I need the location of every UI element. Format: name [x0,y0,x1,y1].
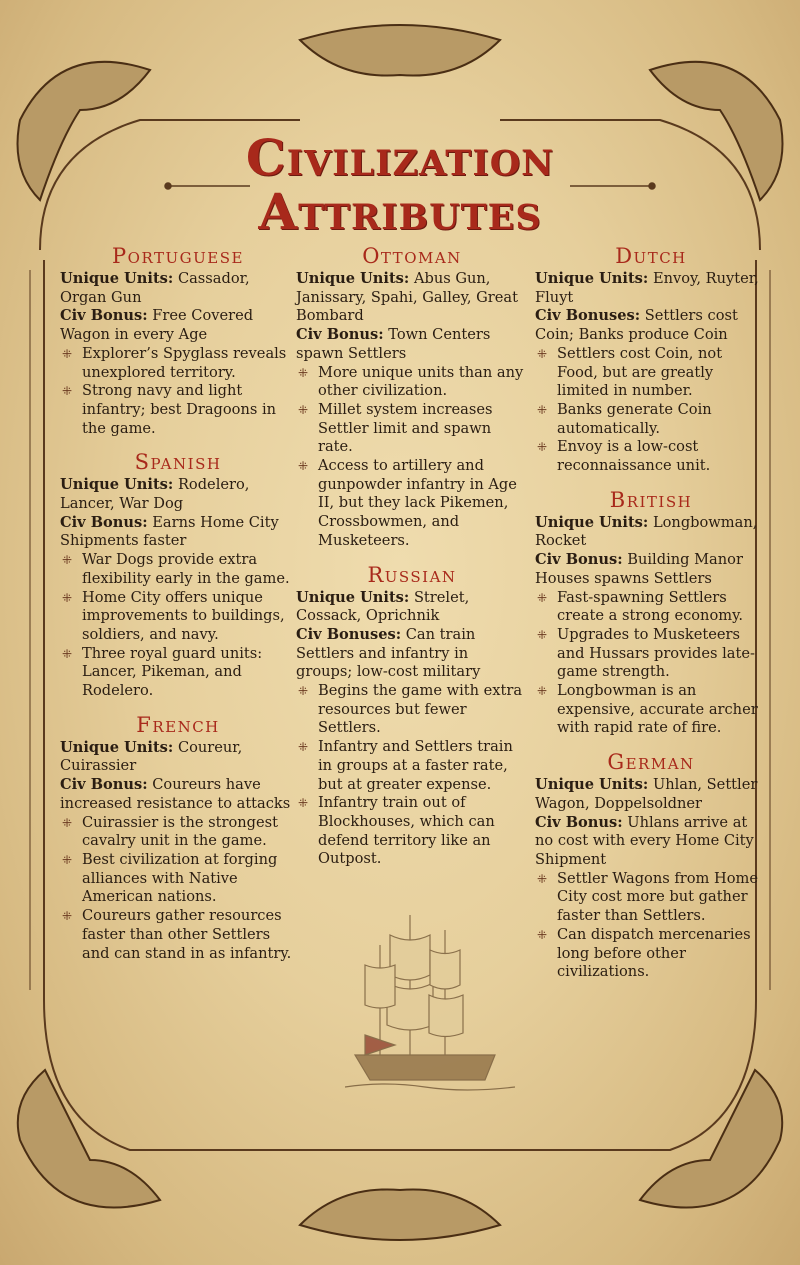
civ-heading: German [607,750,695,775]
civ-bonus: Civ Bonus: Building Manor Houses spawns Settlers [535,551,743,587]
list-item: ⁜ Can dispatch mercenaries long before other civilizations. [537,925,751,981]
unique-units: Unique Units: Longbowman, Rocket [535,513,758,550]
unique-units: Unique Units: Envoy, Ruyter, Fluyt [535,270,759,306]
list-item: ⁜ Longbowman is an expensive, accurate archer with rapid rate of fire. [537,682,758,737]
fleur-bullet-icon: ⁜ [537,590,548,605]
fleur-bullet-icon: ⁜ [298,796,309,811]
fleur-bullet-icon: ⁜ [62,346,73,361]
list-item: ⁜ Envoy is a low-cost reconnaissance unit. [537,438,711,475]
list-item: ⁜ Fast-spawning Settlers create a strong economy. [537,588,744,625]
fleur-bullet-icon: ⁜ [62,590,73,605]
list-item: ⁜ Settlers cost Coin, not Food, but are greatly limited in number. [537,344,723,400]
unique-units: Unique Units: Abus Gun, Janissary, Spahi, Galley, Great Bombard [296,270,518,325]
civ-spanish [60,450,296,700]
sailing-ship-icon [345,905,515,1105]
unique-units: Unique Units: Rodelero, Lancer, War Dog [60,476,250,513]
fleur-bullet-icon: ⁜ [537,627,548,642]
column-middle [296,244,528,881]
list-item: ⁜ Explorer’s Spyglass reveals unexplored territory. [62,344,287,381]
list-item: ⁜ Banks generate Coin automatically. [537,400,712,437]
civ-heading: Portuguese [112,244,244,268]
list-item: ⁜ Three royal guard units: Lancer, Pikeman, and Rodelero. [62,644,263,700]
fleur-bullet-icon: ⁜ [62,815,73,830]
civ-bonus: Civ Bonuses: Settlers cost Coin; Banks produce Coin [535,307,738,344]
fleur-bullet-icon: ⁜ [537,440,548,455]
fleur-bullet-icon: ⁜ [298,684,309,699]
fleur-bullet-icon: ⁜ [62,909,73,924]
fleur-bullet-icon: ⁜ [62,852,73,867]
list-item: ⁜ Begins the game with extra resources but fewer Settlers. [298,682,523,737]
fleur-bullet-icon: ⁜ [537,871,548,886]
page-title-line2: Attributes [258,182,542,241]
unique-units: Unique Units: Coureur, Cuirassier [60,738,243,775]
civ-heading: British [609,487,693,512]
list-item: ⁜ Coureurs gather resources faster than other Settlers and can stand in as infantry. [62,907,292,962]
unique-units: Unique Units: Strelet, Cossack, Oprichnik [296,588,470,625]
list-item: ⁜ Settler Wagons from Home City cost more but gather faster than Settlers. [537,869,758,925]
list-item: ⁜ War Dogs provide extra flexibility early in the game. [62,551,290,587]
column-left [60,244,296,975]
civ-bonus: Civ Bonus: Free Covered Wagon in every Age [60,307,254,344]
unique-units: Unique Units: Uhlan, Settler Wagon, Doppelsoldner [535,776,758,812]
civ-ottoman [296,244,528,551]
civ-portuguese [60,244,296,438]
civ-bonus: Civ Bonus: Uhlans arrive at no cost with every Home City Shipment [535,813,754,868]
civ-dutch [535,244,767,476]
unique-units: Unique Units: Cassador, Organ Gun [60,270,250,306]
list-item: ⁜ Infantry train out of Blockhouses, which can defend territory like an Outpost. [298,794,495,868]
fleur-bullet-icon: ⁜ [537,346,548,361]
civ-russian [296,563,528,870]
list-item: ⁜ Best civilization at forging alliances with Native American nations. [62,850,278,906]
civ-british [535,488,767,738]
fleur-bullet-icon: ⁜ [298,740,309,755]
fleur-bullet-icon: ⁜ [537,402,548,417]
civ-heading: Russian [367,562,457,587]
list-item: ⁜ Millet system increases Settler limit and spawn rate. [298,400,493,456]
list-item: ⁜ Strong navy and light infantry; best Dragoons in the game. [62,382,277,437]
fleur-bullet-icon: ⁜ [62,553,73,568]
list-item: ⁜ Upgrades to Musketeers and Hussars provides late-game strength. [537,625,755,681]
civ-heading: Dutch [615,244,687,268]
list-item: ⁜ Infantry and Settlers train in groups at a faster rate, but at greater expense. [298,738,513,793]
fleur-bullet-icon: ⁜ [298,365,309,380]
column-right [535,244,767,994]
fleur-bullet-icon: ⁜ [62,646,73,661]
fleur-bullet-icon: ⁜ [537,927,548,942]
fleur-bullet-icon: ⁜ [62,384,73,399]
civ-heading: French [136,712,220,737]
civ-bonus: Civ Bonus: Town Centers spawn Settlers [296,326,491,362]
fleur-bullet-icon: ⁜ [298,459,309,474]
page-title-line1: Civilization [245,128,555,187]
fleur-bullet-icon: ⁜ [298,402,309,417]
list-item: ⁜ Access to artillery and gunpowder infantry in Age II, but they lack Pikemen, Crossbowmen, and Musketeers. [298,457,517,549]
civ-heading: Ottoman [362,244,462,268]
civ-french [60,713,296,963]
list-item: ⁜ More unique units than any other civilization. [298,363,524,400]
fleur-bullet-icon: ⁜ [537,684,548,699]
civ-heading: Spanish [134,450,222,475]
civ-bonus: Civ Bonus: Coureurs have increased resistance to attacks [60,776,291,812]
civ-german [535,750,767,982]
list-item: ⁜ Cuirassier is the strongest cavalry unit in the game. [62,813,278,850]
civ-bonus: Civ Bonus: Earns Home City Shipments faster [60,513,279,550]
list-item: ⁜ Home City offers unique improvements to buildings, soldiers, and navy. [62,588,285,643]
civ-bonus: Civ Bonuses: Can train Settlers and infantry in groups; low-cost military [296,625,481,681]
